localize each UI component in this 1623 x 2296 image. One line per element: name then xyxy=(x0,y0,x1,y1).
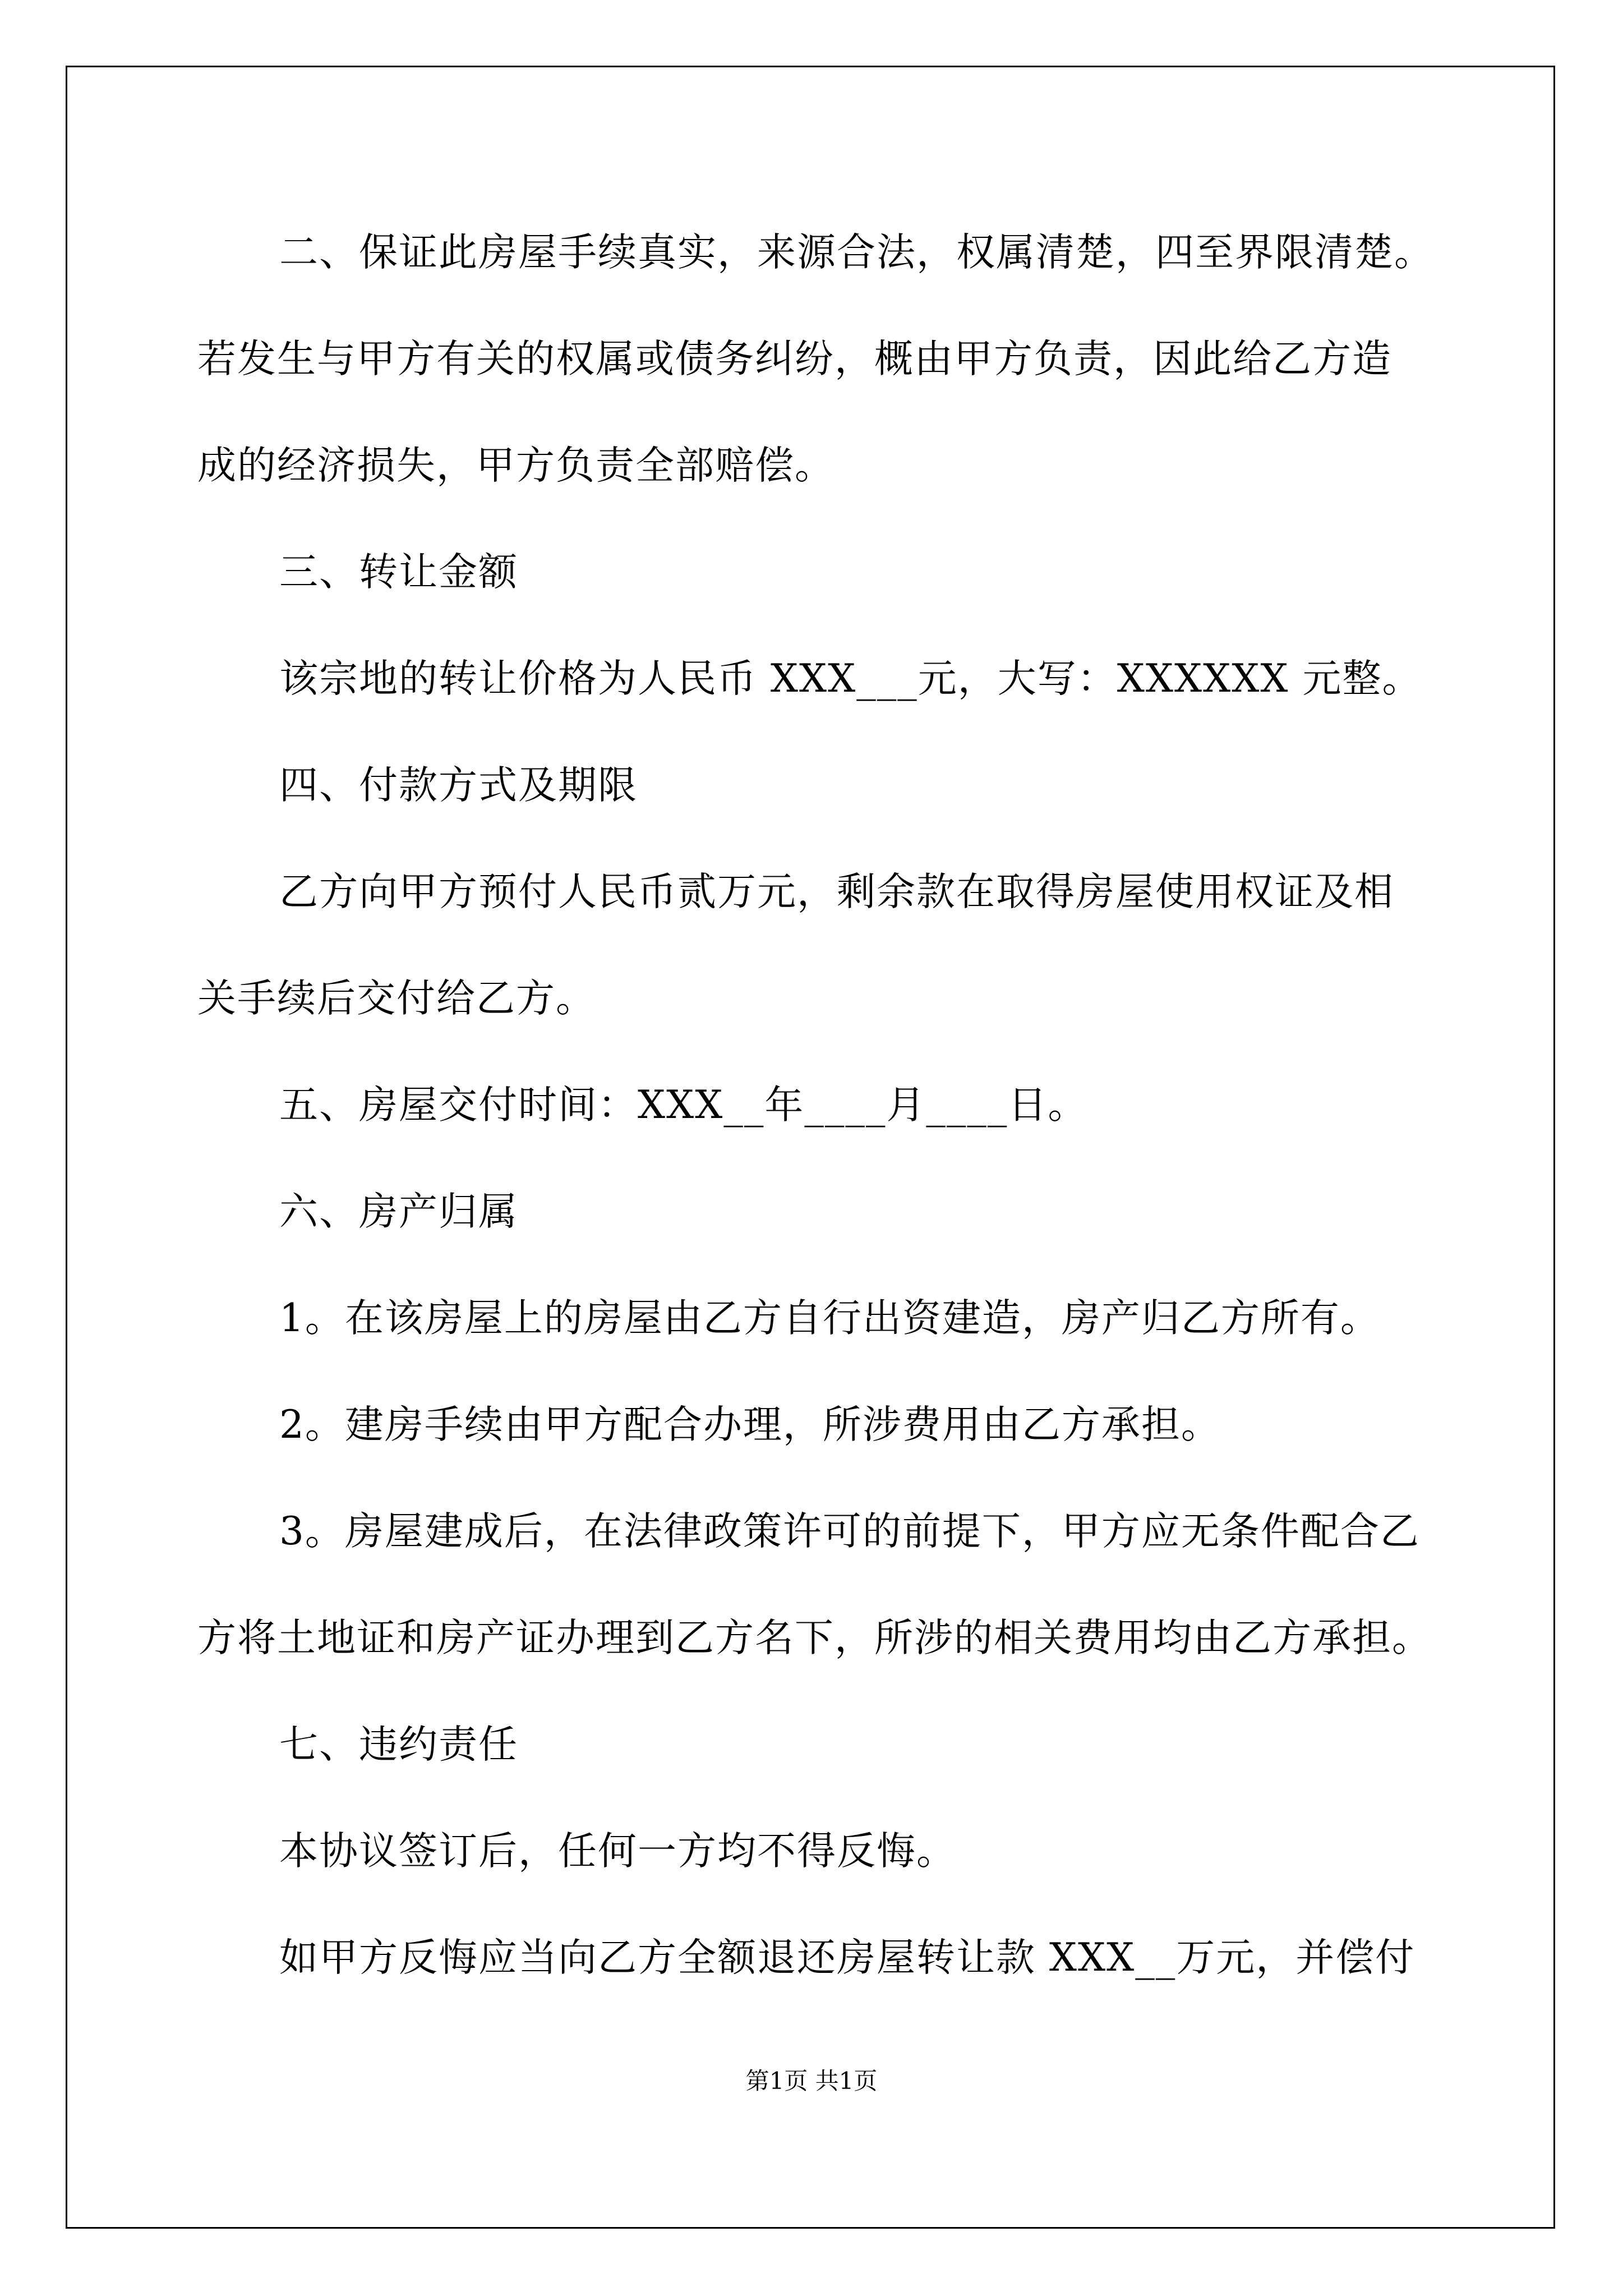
text-line: 3。房屋建成后，在法律政策许可的前提下，甲方应无条件配合乙 xyxy=(279,1509,1420,1554)
section-heading: 六、房产归属 xyxy=(279,1189,518,1234)
text-line: 成的经济损失，甲方负责全部赔偿。 xyxy=(197,443,834,488)
text-line: 方将土地证和房产证办理到乙方名下，所涉的相关费用均由乙方承担。 xyxy=(197,1616,1432,1660)
text-line: 该宗地的转让价格为人民币 XXX___元，大写：XXXXXX 元整。 xyxy=(279,656,1422,701)
section-heading: 四、付款方式及期限 xyxy=(279,763,638,808)
text-line: 二、保证此房屋手续真实，来源合法，权属清楚，四至界限清楚。 xyxy=(279,230,1434,275)
text-line: 乙方向甲方预付人民币贰万元，剩余款在取得房屋使用权证及相 xyxy=(279,869,1394,914)
text-line: 1。在该房屋上的房屋由乙方自行出资建造，房产归乙方所有。 xyxy=(279,1296,1380,1341)
text-line: 如甲方反悔应当向乙方全额退还房屋转让款 XXX__万元，并偿付 xyxy=(279,1935,1415,1980)
page-footer: 第1页 共1页 xyxy=(745,2067,878,2095)
text-line: 若发生与甲方有关的权属或债务纠纷，概由甲方负责，因此给乙方造 xyxy=(197,337,1392,381)
text-line: 2。建房手续由甲方配合办理，所涉费用由乙方承担。 xyxy=(279,1402,1221,1447)
section-heading: 三、转让金额 xyxy=(279,550,518,595)
page-border xyxy=(66,66,1555,2229)
text-line: 本协议签订后，任何一方均不得反悔。 xyxy=(279,1829,956,1874)
text-line: 关手续后交付给乙方。 xyxy=(197,976,596,1021)
text-line: 五、房屋交付时间：XXX__年____月____日。 xyxy=(279,1083,1088,1128)
section-heading: 七、违约责任 xyxy=(279,1722,518,1767)
